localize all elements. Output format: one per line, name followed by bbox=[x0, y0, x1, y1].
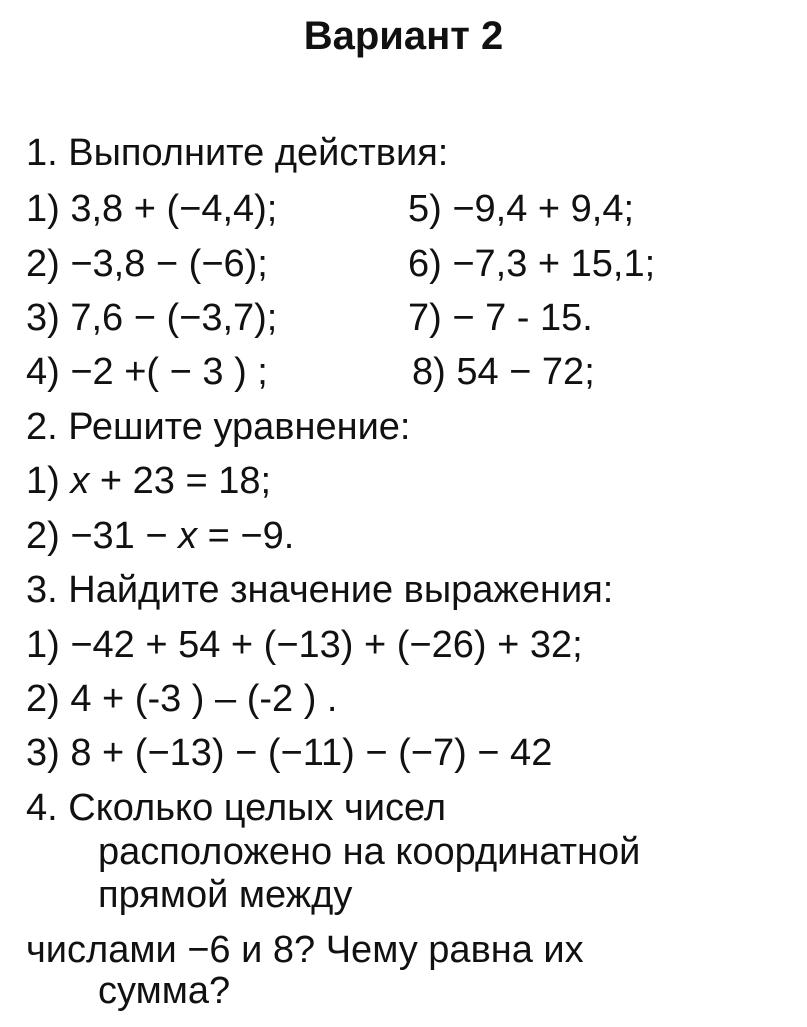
eq1-rest: + 23 = 18; bbox=[89, 460, 272, 502]
page-title: Вариант 2 bbox=[303, 14, 504, 58]
task3-item-2: 2) 4 + (-3 ) – (-2 ) . bbox=[26, 678, 338, 720]
task4-line-1: 4. Сколько целых чисел bbox=[26, 787, 447, 829]
task1-item-3: 3) 7,6 − (−3,7); bbox=[26, 297, 278, 339]
eq1-variable: x bbox=[70, 460, 90, 502]
task1-item-2: 2) −3,8 − (−6); bbox=[26, 243, 268, 285]
eq2-variable: x bbox=[178, 515, 198, 557]
task1-item-5: 5) −9,4 + 9,4; bbox=[408, 188, 635, 230]
task4-line-5: сумма? bbox=[98, 970, 231, 1012]
task4-line-3: прямой между bbox=[98, 874, 353, 916]
task2-equation-1 bbox=[26, 458, 271, 504]
task1-item-1: 1) 3,8 + (−4,4); bbox=[26, 188, 278, 230]
task1-item-4: 4) −2 +( − 3 ) ; bbox=[26, 351, 268, 393]
task3-heading: 3. Найдите значение выражения: bbox=[26, 569, 614, 611]
eq1-prefix: 1) bbox=[26, 460, 71, 502]
task1-item-7: 7) − 7 - 15. bbox=[408, 297, 593, 339]
task1-heading: 1. Выполните действия: bbox=[26, 132, 449, 174]
eq2-rest: = −9. bbox=[197, 515, 295, 557]
task3-item-3: 3) 8 + (−13) − (−11) − (−7) − 42 bbox=[26, 732, 553, 774]
task4-line-2: расположено на координатной bbox=[98, 831, 641, 873]
task2-heading: 2. Решите уравнение: bbox=[26, 406, 411, 448]
task2-equation-2 bbox=[26, 513, 294, 559]
task4-line-4: числами −6 и 8? Чему равна их bbox=[26, 929, 584, 971]
task1-item-6: 6) −7,3 + 15,1; bbox=[408, 243, 656, 285]
task3-item-1: 1) −42 + 54 + (−13) + (−26) + 32; bbox=[26, 624, 583, 666]
task1-item-8: 8) 54 − 72; bbox=[412, 351, 595, 393]
eq2-prefix: 2) −31 − bbox=[26, 515, 179, 557]
